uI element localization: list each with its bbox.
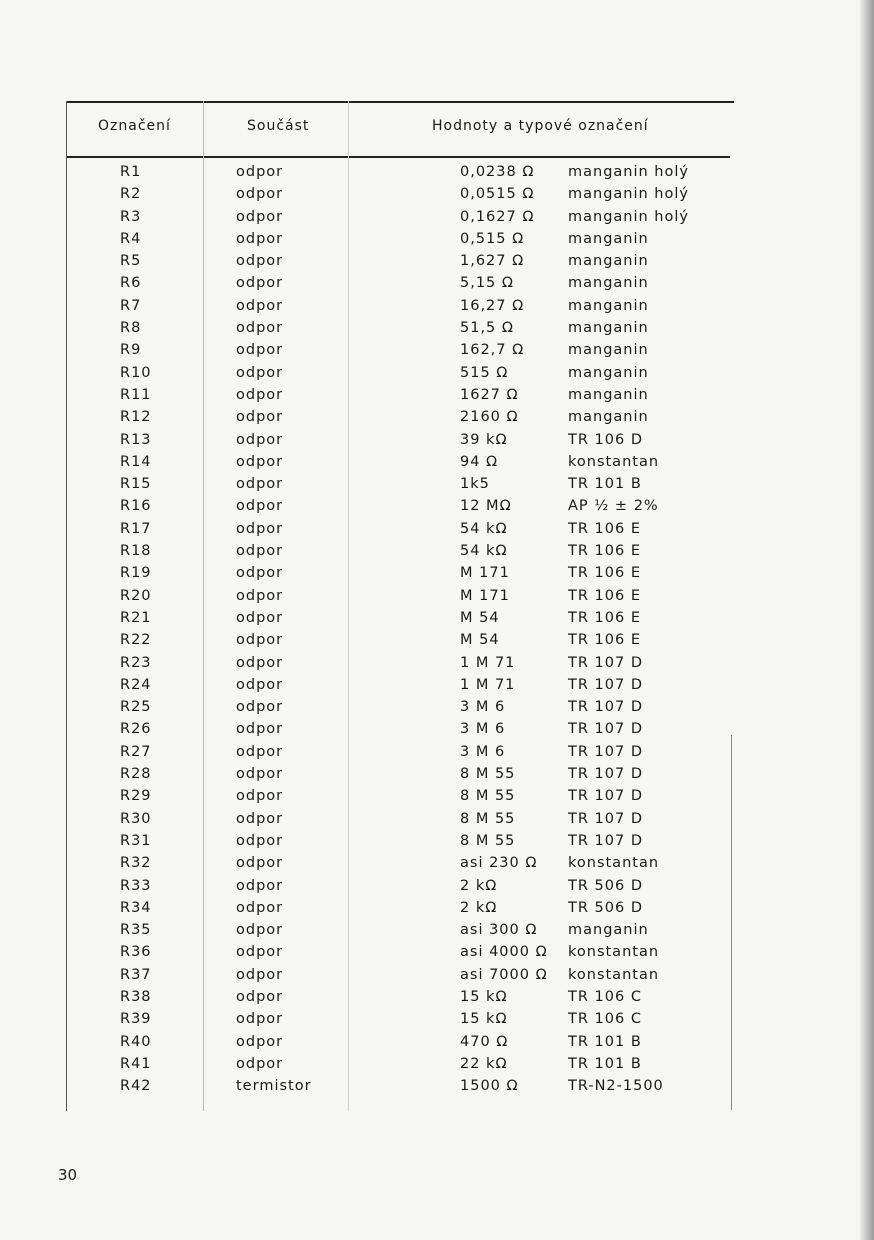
table-top-rule <box>66 101 734 103</box>
cell-value: asi 4000 Ω <box>460 944 548 961</box>
cell-designation: R35 <box>120 922 152 939</box>
cell-type: manganin holý <box>568 164 689 180</box>
cell-component: odpor <box>236 1055 284 1072</box>
table-row <box>0 207 874 229</box>
cell-value: M 54 <box>460 609 500 626</box>
cell-designation: R40 <box>120 1033 152 1050</box>
cell-type: TR 107 D <box>568 676 643 693</box>
cell-designation: R42 <box>120 1078 152 1095</box>
cell-component: odpor <box>236 186 284 203</box>
cell-type: TR 106 C <box>568 988 642 1005</box>
cell-component: odpor <box>236 230 284 247</box>
cell-type: manganin <box>568 922 649 939</box>
cell-designation: R23 <box>120 654 152 671</box>
cell-designation: R10 <box>120 364 152 381</box>
cell-value: 15 kΩ <box>460 1011 508 1028</box>
cell-component: odpor <box>236 565 284 582</box>
cell-value: 1500 Ω <box>460 1078 519 1095</box>
cell-value: 0,0515 Ω <box>460 186 535 203</box>
cell-type: TR 106 E <box>568 609 641 626</box>
cell-value: 2160 Ω <box>460 409 519 426</box>
table-row <box>0 942 874 964</box>
cell-type: TR 106 D <box>568 431 643 448</box>
cell-value: 470 Ω <box>460 1033 509 1050</box>
cell-value: asi 230 Ω <box>460 855 538 872</box>
header-values: Hodnoty a typové označení <box>432 118 649 134</box>
table-row <box>0 541 874 563</box>
cell-value: 54 kΩ <box>460 543 508 560</box>
table-row <box>0 1076 874 1098</box>
cell-value: 3 M 6 <box>460 721 506 738</box>
table-row <box>0 407 874 429</box>
cell-component: odpor <box>236 699 284 716</box>
cell-type: TR 106 E <box>568 632 641 649</box>
cell-component: odpor <box>236 364 284 381</box>
cell-component: odpor <box>236 988 284 1005</box>
cell-value: 8 M 55 <box>460 832 516 849</box>
cell-designation: R28 <box>120 766 152 783</box>
cell-component: odpor <box>236 253 284 270</box>
table-row <box>0 898 874 920</box>
cell-designation: R17 <box>120 520 152 537</box>
cell-designation: R36 <box>120 944 152 961</box>
cell-type: TR 107 D <box>568 810 643 827</box>
cell-designation: R25 <box>120 699 152 716</box>
cell-value: 1 M 71 <box>460 676 516 693</box>
cell-component: odpor <box>236 386 284 403</box>
cell-designation: R3 <box>120 208 142 225</box>
cell-value: 3 M 6 <box>460 743 506 760</box>
cell-designation: R21 <box>120 609 152 626</box>
table-row <box>0 563 874 585</box>
cell-designation: R29 <box>120 788 152 805</box>
cell-value: M 54 <box>460 632 500 649</box>
cell-value: 0,1627 Ω <box>460 208 535 225</box>
cell-component: odpor <box>236 721 284 738</box>
cell-type: manganin <box>568 320 649 337</box>
cell-component: odpor <box>236 766 284 783</box>
table-row <box>0 675 874 697</box>
cell-value: 8 M 55 <box>460 788 516 805</box>
cell-component: odpor <box>236 297 284 314</box>
table-row <box>0 452 874 474</box>
cell-type: TR 101 B <box>568 476 642 493</box>
table-row <box>0 965 874 987</box>
cell-designation: R9 <box>120 342 142 359</box>
cell-designation: R20 <box>120 587 152 604</box>
cell-designation: R24 <box>120 676 152 693</box>
cell-component: odpor <box>236 855 284 872</box>
cell-component: odpor <box>236 609 284 626</box>
cell-component: odpor <box>236 810 284 827</box>
cell-designation: R18 <box>120 543 152 560</box>
cell-designation: R38 <box>120 988 152 1005</box>
cell-type: TR 107 D <box>568 766 643 783</box>
cell-designation: R26 <box>120 721 152 738</box>
cell-component: odpor <box>236 342 284 359</box>
cell-value: M 171 <box>460 565 510 582</box>
table-row <box>0 162 874 184</box>
cell-designation: R30 <box>120 810 152 827</box>
cell-type: TR 106 E <box>568 587 641 604</box>
page-number: 30 <box>58 1166 78 1184</box>
table-body <box>0 162 874 1098</box>
cell-type: manganin <box>568 364 649 381</box>
cell-component: odpor <box>236 966 284 983</box>
cell-designation: R27 <box>120 743 152 760</box>
cell-value: 515 Ω <box>460 364 509 381</box>
cell-type: TR 107 D <box>568 743 643 760</box>
cell-component: odpor <box>236 164 284 180</box>
table-row <box>0 496 874 518</box>
cell-designation: R2 <box>120 186 142 203</box>
cell-type: TR-N2-1500 <box>568 1078 664 1095</box>
cell-type: TR 506 D <box>568 899 643 916</box>
cell-value: 0,515 Ω <box>460 230 525 247</box>
cell-designation: R15 <box>120 476 152 493</box>
cell-component: odpor <box>236 453 284 470</box>
table-row <box>0 318 874 340</box>
cell-component: odpor <box>236 922 284 939</box>
cell-component: odpor <box>236 431 284 448</box>
cell-type: TR 106 E <box>568 520 641 537</box>
cell-type: konstantan <box>568 855 660 872</box>
cell-type: TR 106 E <box>568 543 641 560</box>
table-row <box>0 920 874 942</box>
cell-component: odpor <box>236 520 284 537</box>
cell-type: manganin <box>568 297 649 314</box>
cell-value: 162,7 Ω <box>460 342 525 359</box>
cell-value: M 171 <box>460 587 510 604</box>
table-row <box>0 786 874 808</box>
table-row <box>0 385 874 407</box>
cell-value: 51,5 Ω <box>460 320 514 337</box>
cell-type: TR 107 D <box>568 832 643 849</box>
table-row <box>0 742 874 764</box>
table-row <box>0 853 874 875</box>
cell-type: manganin <box>568 409 649 426</box>
cell-designation: R22 <box>120 632 152 649</box>
cell-designation: R7 <box>120 297 142 314</box>
cell-type: manganin holý <box>568 208 689 225</box>
cell-type: TR 107 D <box>568 788 643 805</box>
table-row <box>0 697 874 719</box>
cell-component: odpor <box>236 208 284 225</box>
cell-value: asi 7000 Ω <box>460 966 548 983</box>
cell-type: TR 106 E <box>568 565 641 582</box>
page-edge-shadow <box>860 0 874 1240</box>
cell-designation: R31 <box>120 832 152 849</box>
cell-type: TR 107 D <box>568 654 643 671</box>
table-row <box>0 340 874 362</box>
table-row <box>0 809 874 831</box>
cell-designation: R34 <box>120 899 152 916</box>
cell-designation: R39 <box>120 1011 152 1028</box>
cell-value: 1 M 71 <box>460 654 516 671</box>
cell-type: manganin <box>568 253 649 270</box>
table-row <box>0 229 874 251</box>
cell-value: 3 M 6 <box>460 699 506 716</box>
cell-component: odpor <box>236 654 284 671</box>
cell-value: 1k5 <box>460 476 490 493</box>
cell-designation: R32 <box>120 855 152 872</box>
cell-type: TR 101 B <box>568 1055 642 1072</box>
cell-value: 5,15 Ω <box>460 275 514 292</box>
table-row <box>0 251 874 273</box>
cell-designation: R12 <box>120 409 152 426</box>
table-row <box>0 184 874 206</box>
table-row <box>0 1032 874 1054</box>
cell-designation: R16 <box>120 498 152 515</box>
cell-component: odpor <box>236 788 284 805</box>
cell-component: odpor <box>236 409 284 426</box>
cell-designation: R11 <box>120 386 152 403</box>
table-row <box>0 586 874 608</box>
cell-value: 8 M 55 <box>460 766 516 783</box>
cell-value: 22 kΩ <box>460 1055 508 1072</box>
cell-component: odpor <box>236 1011 284 1028</box>
table-row <box>0 653 874 675</box>
cell-type: TR 107 D <box>568 721 643 738</box>
table-row <box>0 519 874 541</box>
header-component: Součást <box>247 118 310 134</box>
table-row <box>0 474 874 496</box>
cell-component: termistor <box>236 1078 312 1095</box>
cell-value: 39 kΩ <box>460 431 508 448</box>
cell-value: 8 M 55 <box>460 810 516 827</box>
cell-designation: R6 <box>120 275 142 292</box>
cell-designation: R41 <box>120 1055 152 1072</box>
table-row <box>0 273 874 295</box>
cell-designation: R4 <box>120 230 142 247</box>
cell-component: odpor <box>236 632 284 649</box>
cell-type: manganin holý <box>568 186 689 203</box>
table-row <box>0 876 874 898</box>
cell-designation: R1 <box>120 164 142 180</box>
cell-type: TR 106 C <box>568 1011 642 1028</box>
cell-component: odpor <box>236 899 284 916</box>
cell-designation: R8 <box>120 320 142 337</box>
cell-component: odpor <box>236 944 284 961</box>
header-designation: Označení <box>98 118 171 134</box>
cell-type: konstantan <box>568 966 660 983</box>
cell-value: 1,627 Ω <box>460 253 525 270</box>
cell-type: TR 101 B <box>568 1033 642 1050</box>
cell-type: konstantan <box>568 453 660 470</box>
cell-type: TR 506 D <box>568 877 643 894</box>
table-row <box>0 831 874 853</box>
cell-type: AP ½ ± 2% <box>568 498 659 515</box>
table-row <box>0 630 874 652</box>
table-row <box>0 363 874 385</box>
cell-type: manganin <box>568 275 649 292</box>
cell-value: asi 300 Ω <box>460 922 538 939</box>
cell-value: 12 MΩ <box>460 498 512 515</box>
table-row <box>0 1009 874 1031</box>
cell-value: 16,27 Ω <box>460 297 525 314</box>
cell-value: 15 kΩ <box>460 988 508 1005</box>
cell-designation: R33 <box>120 877 152 894</box>
cell-designation: R37 <box>120 966 152 983</box>
cell-type: manganin <box>568 342 649 359</box>
cell-value: 2 kΩ <box>460 899 498 916</box>
cell-component: odpor <box>236 476 284 493</box>
table-row <box>0 608 874 630</box>
cell-type: manganin <box>568 230 649 247</box>
cell-value: 0,0238 Ω <box>460 164 535 180</box>
cell-designation: R5 <box>120 253 142 270</box>
cell-designation: R19 <box>120 565 152 582</box>
table-row <box>0 296 874 318</box>
table-row <box>0 430 874 452</box>
cell-type: manganin <box>568 386 649 403</box>
cell-component: odpor <box>236 543 284 560</box>
table-row <box>0 764 874 786</box>
cell-component: odpor <box>236 320 284 337</box>
cell-value: 1627 Ω <box>460 386 519 403</box>
cell-value: 54 kΩ <box>460 520 508 537</box>
cell-type: TR 107 D <box>568 699 643 716</box>
cell-value: 2 kΩ <box>460 877 498 894</box>
cell-designation: R13 <box>120 431 152 448</box>
cell-component: odpor <box>236 832 284 849</box>
cell-component: odpor <box>236 275 284 292</box>
table-row <box>0 1054 874 1076</box>
table-header-rule <box>66 156 730 158</box>
table-row <box>0 719 874 741</box>
cell-designation: R14 <box>120 453 152 470</box>
table-row <box>0 987 874 1009</box>
cell-type: konstantan <box>568 944 660 961</box>
cell-component: odpor <box>236 676 284 693</box>
cell-component: odpor <box>236 498 284 515</box>
cell-component: odpor <box>236 1033 284 1050</box>
cell-component: odpor <box>236 877 284 894</box>
cell-value: 94 Ω <box>460 453 499 470</box>
cell-component: odpor <box>236 587 284 604</box>
cell-component: odpor <box>236 743 284 760</box>
